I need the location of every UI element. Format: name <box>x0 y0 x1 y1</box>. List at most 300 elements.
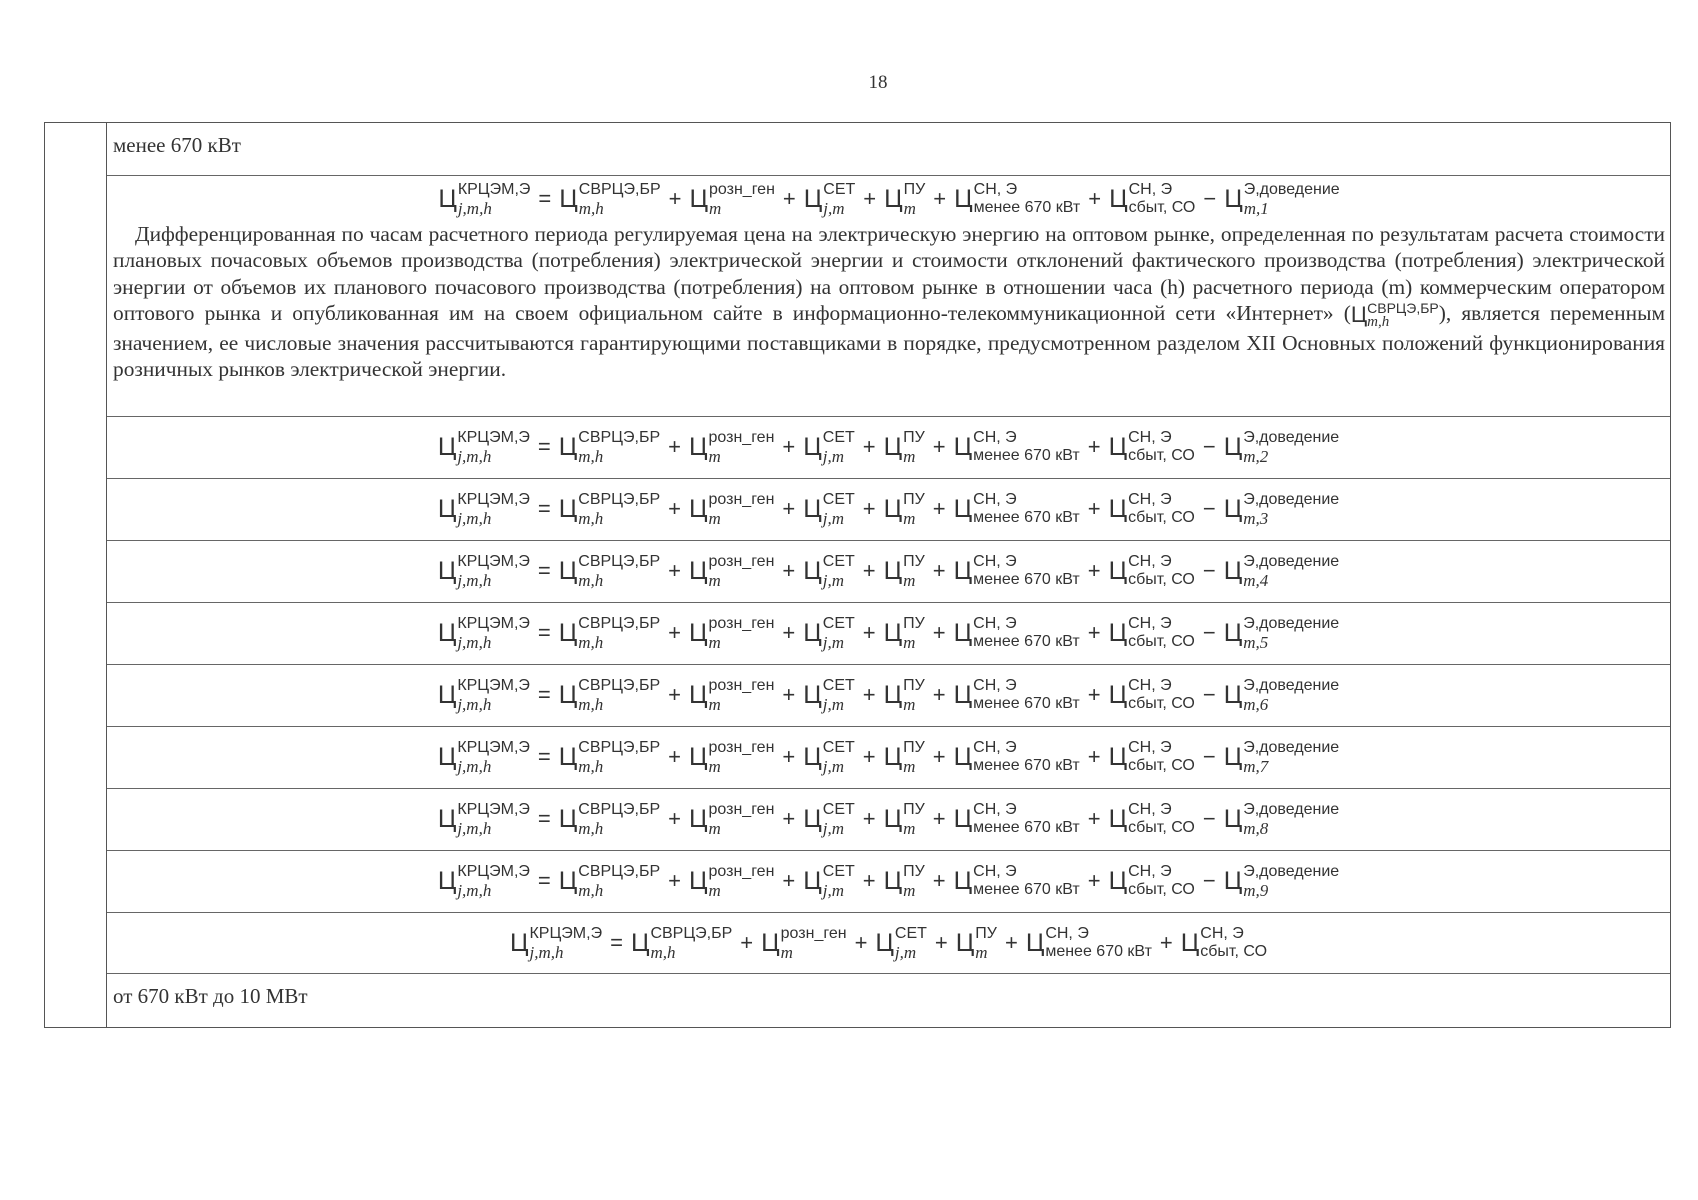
operator: + <box>862 434 876 460</box>
operator: − <box>1202 744 1216 770</box>
term-sales-markup <box>1109 678 1195 712</box>
operator: + <box>668 496 681 522</box>
operator: + <box>1087 806 1101 832</box>
symbol-base: Ц <box>803 866 822 895</box>
symbol-base: Ц <box>953 556 973 585</box>
symbol-subscript: m,9 <box>1243 880 1269 900</box>
symbol-superscript: СЕТ <box>822 676 855 694</box>
symbol-superscript: Э,доведение <box>1243 490 1340 508</box>
operator: − <box>1202 434 1216 460</box>
symbol-superscript: ПУ <box>903 676 925 694</box>
symbol-subscript: j,m,h <box>457 632 492 652</box>
symbol-base: Ц <box>953 680 973 709</box>
operator: = <box>537 806 551 832</box>
symbol-superscript: СН, Э <box>1128 801 1172 819</box>
symbol-base: Ц <box>1025 928 1045 957</box>
operator: + <box>1087 744 1101 770</box>
operator: − <box>1202 868 1216 894</box>
term-lhs <box>438 864 530 899</box>
operator: + <box>782 186 796 212</box>
symbol-subscript: m <box>708 632 721 652</box>
term-retail-generation <box>689 678 774 713</box>
symbol-subscript: m <box>903 818 916 838</box>
symbol-superscript: СЕТ <box>822 862 855 880</box>
term-markup-less-670 <box>954 182 1080 216</box>
symbol-superscript: ПУ <box>903 552 925 570</box>
symbol-subscript: сбыт, СО <box>1128 881 1195 899</box>
symbol-subscript: m <box>709 198 722 218</box>
symbol-base: Ц <box>689 618 708 647</box>
term-services <box>884 616 925 651</box>
row-formula-hour-3 <box>107 479 1670 541</box>
symbol-base: Ц <box>558 494 578 523</box>
operator: + <box>862 744 876 770</box>
operator: + <box>782 868 796 894</box>
symbol-superscript: КРЦЭМ,Э <box>457 862 530 880</box>
symbol-base: Ц <box>558 742 578 771</box>
operator: + <box>668 620 681 646</box>
symbol-superscript: розн_ген <box>708 428 775 446</box>
symbol-superscript: СЕТ <box>822 614 855 632</box>
symbol-superscript: розн_ген <box>708 490 775 508</box>
symbol-subscript: сбыт, СО <box>1128 447 1195 465</box>
symbol-base: Ц <box>558 432 578 461</box>
symbol-base: Ц <box>689 866 708 895</box>
term-sales-markup <box>1109 802 1195 836</box>
table-left-column <box>45 123 107 1027</box>
symbol-base: Ц <box>883 556 903 585</box>
operator: + <box>1088 186 1102 212</box>
symbol-base: Ц <box>689 742 708 771</box>
term-services <box>884 554 925 589</box>
symbol-base: Ц <box>803 494 822 523</box>
symbol-superscript: СН, Э <box>1128 677 1172 695</box>
operator: − <box>1202 620 1216 646</box>
symbol-base: Ц <box>558 618 578 647</box>
operator: + <box>932 682 946 708</box>
symbol-subscript: m <box>903 632 916 652</box>
symbol-subscript: j,m <box>823 198 845 218</box>
operator: + <box>932 558 946 584</box>
inline-symbol-base: Ц <box>1350 301 1368 327</box>
term-network <box>803 802 855 837</box>
symbol-superscript: СВРЦЭ,БР <box>578 428 661 446</box>
symbol-base: Ц <box>1108 866 1128 895</box>
term-lhs <box>438 616 530 651</box>
term-network <box>803 678 855 713</box>
term-markup-less-670 <box>954 616 1080 650</box>
operator: = <box>537 868 551 894</box>
term-network <box>803 864 855 899</box>
symbol-base: Ц <box>803 618 822 647</box>
symbol-base: Ц <box>875 928 894 957</box>
operator: = <box>537 682 551 708</box>
symbol-subscript: j,m,h <box>457 756 492 776</box>
operator: + <box>1087 558 1101 584</box>
symbol-superscript: СН, Э <box>1128 739 1172 757</box>
symbol-superscript: СЕТ <box>823 180 856 198</box>
operator: + <box>668 558 681 584</box>
term-retail-generation <box>689 430 774 465</box>
symbol-base: Ц <box>558 866 578 895</box>
row-formula-hour-8 <box>107 789 1670 851</box>
operator: + <box>782 682 796 708</box>
symbol-superscript: Э,доведение <box>1243 862 1340 880</box>
symbol-superscript: КРЦЭМ,Э <box>457 800 530 818</box>
symbol-superscript: СВРЦЭ,БР <box>578 552 661 570</box>
term-retail-generation <box>690 182 775 217</box>
symbol-subscript: менее 670 кВт <box>973 509 1080 527</box>
symbol-superscript: Э,доведение <box>1243 180 1340 198</box>
row-formula-hour-7 <box>107 727 1670 789</box>
symbol-superscript: СН, Э <box>973 429 1017 447</box>
symbol-superscript: СЕТ <box>822 428 855 446</box>
term-delivery <box>1224 554 1339 589</box>
row-formula-hour-6 <box>107 665 1670 727</box>
operator: = <box>537 434 551 460</box>
symbol-subscript: менее 670 кВт <box>973 819 1080 837</box>
document-table <box>44 122 1671 1028</box>
operator: + <box>862 620 876 646</box>
term-wholesale-price <box>559 740 660 775</box>
symbol-superscript: СЕТ <box>822 800 855 818</box>
symbol-subscript: j,m <box>822 756 845 776</box>
symbol-superscript: ПУ <box>903 614 925 632</box>
operator: + <box>933 186 947 212</box>
term-wholesale-price <box>559 182 660 217</box>
symbol-subscript: m <box>903 694 916 714</box>
formula <box>436 182 1341 217</box>
symbol-subscript: менее 670 кВт <box>973 633 1080 651</box>
term-markup-less-670 <box>954 430 1080 464</box>
symbol-superscript: СЕТ <box>822 490 855 508</box>
symbol-superscript: ПУ <box>975 924 997 942</box>
price-description-paragraph <box>113 221 1665 383</box>
operator: = <box>537 496 551 522</box>
symbol-superscript: КРЦЭМ,Э <box>457 614 530 632</box>
symbol-base: Ц <box>953 618 973 647</box>
operator: = <box>537 558 551 584</box>
symbol-base: Ц <box>1108 556 1128 585</box>
symbol-subscript: m <box>708 818 721 838</box>
operator: = <box>537 744 551 770</box>
symbol-subscript: m,1 <box>1243 198 1269 218</box>
symbol-superscript: Э,доведение <box>1243 676 1340 694</box>
term-services <box>884 740 925 775</box>
symbol-subscript: j,m,h <box>457 880 492 900</box>
operator: + <box>1087 868 1101 894</box>
symbol-base: Ц <box>438 184 457 213</box>
symbol-base: Ц <box>1108 618 1128 647</box>
symbol-subscript: m,h <box>578 818 604 838</box>
symbol-subscript: сбыт, СО <box>1128 633 1195 651</box>
symbol-subscript: m,h <box>578 570 604 590</box>
term-retail-generation <box>689 554 774 589</box>
symbol-base: Ц <box>559 184 578 213</box>
term-retail-generation <box>689 802 774 837</box>
symbol-base: Ц <box>558 556 578 585</box>
operator: + <box>1004 930 1018 955</box>
symbol-base: Ц <box>883 866 903 895</box>
symbol-subscript: сбыт, СО <box>1128 509 1195 527</box>
term-wholesale-price <box>559 678 660 713</box>
symbol-base: Ц <box>1108 432 1128 461</box>
symbol-subscript: m,h <box>578 756 604 776</box>
term-lhs <box>438 430 530 465</box>
operator: + <box>782 434 796 460</box>
symbol-subscript: менее 670 кВт <box>973 757 1080 775</box>
symbol-superscript: КРЦЭМ,Э <box>457 676 530 694</box>
symbol-base: Ц <box>953 804 973 833</box>
table-right-column <box>107 123 1670 1027</box>
term-wholesale-price <box>559 492 660 527</box>
symbol-base: Ц <box>558 680 578 709</box>
symbol-superscript: СВРЦЭ,БР <box>578 800 661 818</box>
symbol-superscript: КРЦЭМ,Э <box>457 490 530 508</box>
term-delivery <box>1224 430 1339 465</box>
term-services <box>884 430 925 465</box>
symbol-subscript: j,m <box>822 818 845 838</box>
formula <box>436 430 1341 465</box>
symbol-superscript: СН, Э <box>973 739 1017 757</box>
symbol-subscript: m,h <box>650 942 676 962</box>
symbol-superscript: розн_ген <box>780 924 847 942</box>
term-sales-markup <box>1109 554 1195 588</box>
symbol-subscript: m,3 <box>1243 508 1269 528</box>
operator: + <box>782 496 796 522</box>
symbol-subscript: m,2 <box>1243 446 1269 466</box>
paragraph-text-after: ), является переменным значением, ее числовые значения рассчитываются гарантирующими поставщиками в порядке, предусмотренном разделом XII Основных положений функционирования розничных рынков электрической энергии. <box>113 301 1665 382</box>
term-delivery <box>1224 182 1339 217</box>
symbol-base: Ц <box>953 866 973 895</box>
row-formula-hour-4 <box>107 541 1670 603</box>
symbol-base: Ц <box>1108 742 1128 771</box>
operator: + <box>782 558 796 584</box>
formula <box>436 616 1341 651</box>
symbol-base: Ц <box>803 432 822 461</box>
term-lhs <box>438 554 530 589</box>
symbol-subscript: m <box>903 756 916 776</box>
operator: + <box>862 558 876 584</box>
symbol-base: Ц <box>1223 804 1243 833</box>
term-retail-generation <box>689 864 774 899</box>
term-delivery <box>1224 802 1339 837</box>
symbol-subscript: m,h <box>578 694 604 714</box>
symbol-base: Ц <box>437 742 457 771</box>
operator: + <box>932 806 946 832</box>
symbol-subscript: менее 670 кВт <box>973 199 1081 217</box>
term-wholesale-price <box>559 554 660 589</box>
symbol-subscript: менее 670 кВт <box>973 447 1080 465</box>
symbol-base: Ц <box>953 494 973 523</box>
symbol-superscript: СВРЦЭ,БР <box>578 676 661 694</box>
symbol-superscript: ПУ <box>903 862 925 880</box>
symbol-subscript: j,m,h <box>457 446 492 466</box>
operator: + <box>862 496 876 522</box>
term-lhs <box>438 678 530 713</box>
term-services <box>884 492 925 527</box>
operator: + <box>862 868 876 894</box>
formula-container <box>113 182 1665 217</box>
term-services <box>884 864 925 899</box>
symbol-base: Ц <box>437 680 457 709</box>
operator: + <box>1159 930 1173 955</box>
symbol-base: Ц <box>1108 494 1128 523</box>
operator: + <box>668 682 681 708</box>
symbol-superscript: КРЦЭМ,Э <box>457 738 530 756</box>
symbol-base: Ц <box>437 804 457 833</box>
term-retail-generation <box>689 616 774 651</box>
term-markup-less-670 <box>954 554 1080 588</box>
symbol-superscript: розн_ген <box>709 180 775 198</box>
symbol-superscript: КРЦЭМ,Э <box>457 552 530 570</box>
symbol-base: Ц <box>437 494 457 523</box>
term-network <box>803 554 855 589</box>
symbol-subscript: m <box>708 756 721 776</box>
term-retail-generation <box>689 492 774 527</box>
symbol-subscript: j,m,h <box>529 942 564 962</box>
row-formula-hour-1 <box>107 176 1670 417</box>
operator: + <box>1087 496 1101 522</box>
symbol-superscript: СЕТ <box>822 738 855 756</box>
symbol-superscript: розн_ген <box>708 552 775 570</box>
symbol-superscript: СН, Э <box>973 863 1017 881</box>
symbol-base: Ц <box>953 742 973 771</box>
symbol-subscript: j,m <box>822 880 845 900</box>
operator: + <box>1087 682 1101 708</box>
term-markup-less-670 <box>954 802 1080 836</box>
symbol-base: Ц <box>955 928 975 957</box>
symbol-subscript: j,m,h <box>457 508 492 528</box>
symbol-superscript: розн_ген <box>708 862 775 880</box>
symbol-base: Ц <box>883 680 903 709</box>
term-services <box>884 678 925 713</box>
operator: − <box>1202 558 1216 584</box>
symbol-superscript: СН, Э <box>1200 925 1244 942</box>
symbol-base: Ц <box>1180 928 1200 957</box>
symbol-base: Ц <box>883 804 903 833</box>
term-sales-markup <box>1109 740 1195 774</box>
symbol-subscript: менее 670 кВт <box>1045 943 1152 960</box>
term-services <box>884 802 925 837</box>
symbol-subscript: j,m <box>822 508 845 528</box>
row-formula-hour-5 <box>107 603 1670 665</box>
row-category-less-670kw: менее 670 кВт <box>107 123 1670 176</box>
symbol-superscript: СН, Э <box>973 181 1018 199</box>
symbol-subscript: m <box>903 880 916 900</box>
term-network <box>803 492 855 527</box>
symbol-base: Ц <box>1223 618 1243 647</box>
symbol-base: Ц <box>803 680 822 709</box>
operator: + <box>932 496 946 522</box>
symbol-subscript: m <box>780 942 793 962</box>
symbol-superscript: Э,доведение <box>1243 614 1340 632</box>
term-delivery <box>1224 740 1339 775</box>
symbol-subscript: m <box>708 694 721 714</box>
inline-symbol-sup: СВРЦЭ,БР <box>1367 299 1439 316</box>
symbol-superscript: СВРЦЭ,БР <box>578 862 661 880</box>
operator: + <box>854 930 868 955</box>
operator: + <box>668 434 681 460</box>
term-markup-less-670 <box>954 864 1080 898</box>
symbol-subscript: m,6 <box>1243 694 1269 714</box>
symbol-subscript: сбыт, СО <box>1128 757 1195 775</box>
symbol-superscript: СН, Э <box>973 801 1017 819</box>
term-markup-less-670 <box>954 740 1080 774</box>
symbol-subscript: m,h <box>578 446 604 466</box>
symbol-base: Ц <box>558 804 578 833</box>
symbol-subscript: m <box>903 508 916 528</box>
symbol-subscript: m,7 <box>1243 756 1269 776</box>
term-lhs <box>510 926 602 961</box>
symbol-superscript: Э,доведение <box>1243 738 1340 756</box>
symbol-subscript: j,m <box>822 694 845 714</box>
term-services <box>884 182 925 217</box>
symbol-base: Ц <box>883 742 903 771</box>
symbol-subscript: j,m,h <box>457 694 492 714</box>
symbol-superscript: СН, Э <box>1128 615 1172 633</box>
symbol-base: Ц <box>884 184 903 213</box>
symbol-superscript: КРЦЭМ,Э <box>457 428 530 446</box>
symbol-superscript: СН, Э <box>973 491 1017 509</box>
term-wholesale-price <box>559 430 660 465</box>
symbol-base: Ц <box>803 556 822 585</box>
row-category-670kw-10mw: от 670 кВт до 10 МВт <box>113 984 308 1009</box>
formula <box>508 926 1269 961</box>
symbol-base: Ц <box>689 184 708 213</box>
term-sales-markup <box>1109 430 1195 464</box>
operator: + <box>668 744 681 770</box>
symbol-base: Ц <box>761 928 780 957</box>
operator: + <box>932 620 946 646</box>
term-retail-generation <box>689 740 774 775</box>
term-markup-less-670 <box>954 492 1080 526</box>
operator: = <box>610 930 623 955</box>
symbol-superscript: ПУ <box>903 490 925 508</box>
symbol-subscript: m,h <box>578 508 604 528</box>
symbol-subscript: m,8 <box>1243 818 1269 838</box>
operator: − <box>1202 682 1216 708</box>
formula <box>436 864 1341 899</box>
symbol-subscript: j,m,h <box>457 198 492 218</box>
symbol-superscript: КРЦЭМ,Э <box>457 180 531 198</box>
symbol-superscript: СН, Э <box>1128 181 1173 199</box>
operator: + <box>862 682 876 708</box>
symbol-base: Ц <box>689 494 708 523</box>
symbol-base: Ц <box>689 556 708 585</box>
operator: + <box>740 930 754 955</box>
symbol-base: Ц <box>1223 494 1243 523</box>
symbol-base: Ц <box>1108 680 1128 709</box>
operator: + <box>668 868 681 894</box>
symbol-base: Ц <box>689 804 708 833</box>
symbol-base: Ц <box>883 618 903 647</box>
symbol-base: Ц <box>954 184 973 213</box>
symbol-subscript: m <box>708 880 721 900</box>
symbol-subscript: менее 670 кВт <box>973 881 1080 899</box>
symbol-superscript: ПУ <box>903 800 925 818</box>
symbol-base: Ц <box>437 432 457 461</box>
symbol-base: Ц <box>803 804 822 833</box>
operator: + <box>934 930 948 955</box>
symbol-superscript: ПУ <box>903 738 925 756</box>
term-network <box>803 616 855 651</box>
formula <box>436 554 1341 589</box>
symbol-base: Ц <box>509 928 529 957</box>
symbol-base: Ц <box>953 432 973 461</box>
term-sales-markup <box>1109 616 1195 650</box>
row-formula-hour-2 <box>107 417 1670 479</box>
